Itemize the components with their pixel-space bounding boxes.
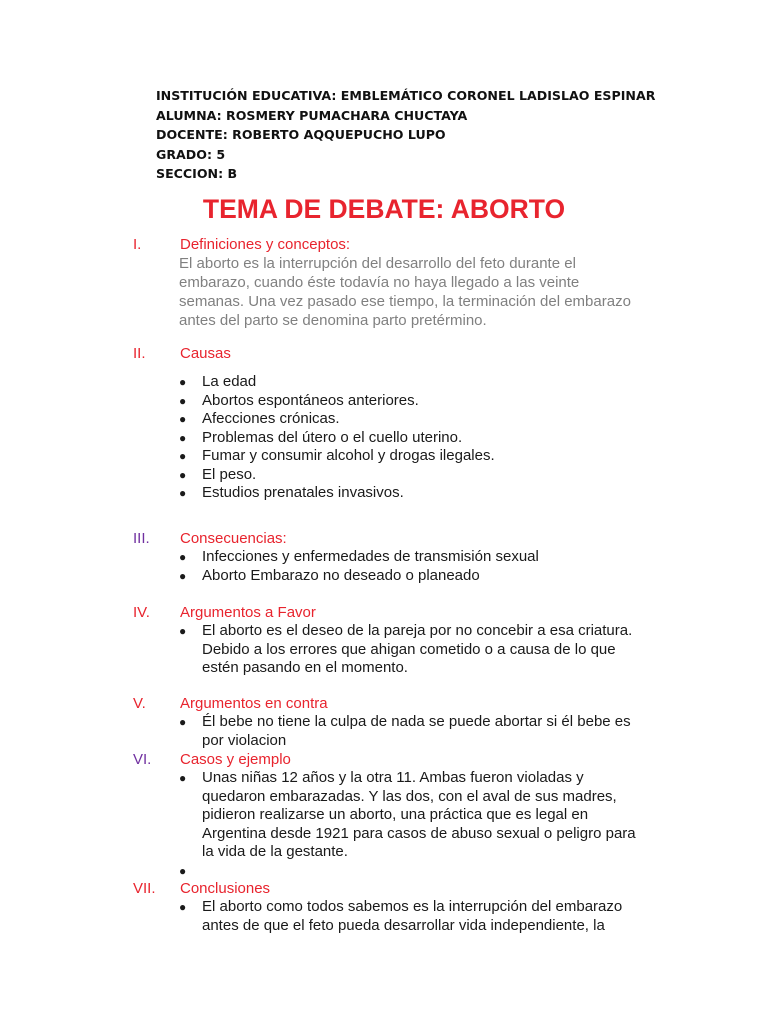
- paragraph-line: antes del parto se denomina parto pretérmino.: [179, 312, 487, 329]
- section-title: Casos y ejemplo: [180, 751, 291, 768]
- bullet-icon: ●: [179, 624, 187, 638]
- bullet-icon: ●: [179, 486, 187, 500]
- section-argumentos-favor: [0, 603, 768, 676]
- section-heading: [0, 694, 768, 713]
- section-causas: [0, 344, 768, 501]
- list-item: ● Afecciones crónicas.: [179, 410, 340, 427]
- section-heading: [0, 529, 768, 548]
- definition-paragraph: [179, 254, 659, 330]
- section-heading: [0, 879, 768, 898]
- bullet-icon: ●: [179, 393, 187, 408]
- section-title: Argumentos a Favor: [180, 604, 316, 621]
- section-definiciones: [0, 235, 768, 329]
- list-item: ● Unas niñas 12 años y la otra 11. Ambas fueron violadas y quedaron embarazadas. Y las dos, con el aval de sus madres, pidieron realizarse un aborto, una práctica que es legal en Argentina desde 1921 para casos de abuso sexual o peligro para la vida de la gestante.: [179, 769, 636, 860]
- section-numeral: VII.: [133, 880, 156, 897]
- paragraph-line: El aborto es la interrupción del desarrollo del feto durante el: [179, 255, 576, 272]
- section-title: Consecuencias:: [180, 530, 287, 547]
- section-title: Causas: [180, 345, 231, 362]
- section-heading: [0, 235, 768, 254]
- list-item: ● La edad: [179, 373, 257, 390]
- consequences-list: [0, 548, 768, 585]
- list-item: ● Él bebe no tiene la culpa de nada se puede abortar si él bebe es por violacion: [179, 713, 631, 749]
- section-heading: [0, 344, 768, 363]
- bullet-icon: ●: [179, 715, 187, 729]
- section-argumentos-contra: [0, 694, 768, 749]
- list-item: ● Aborto Embarazo no deseado o planeado: [179, 566, 480, 584]
- list-item: ● Problemas del útero o el cuello uterino.: [179, 428, 463, 446]
- section-heading: [0, 750, 768, 769]
- list-item: ● Infecciones y enfermedades de transmisión sexual: [179, 548, 539, 565]
- arguments-against-list: [0, 713, 768, 750]
- teacher-line: DOCENTE: ROBERTO AQQUEPUCHO LUPO: [156, 127, 446, 142]
- conclusions-list: [0, 898, 768, 935]
- grade-line: GRADO: 5: [156, 146, 226, 162]
- section-title: Argumentos en contra: [180, 695, 328, 712]
- paragraph-line: embarazo, cuando éste todavía no haya llegado a las veinte: [179, 274, 580, 291]
- section-numeral: VI.: [133, 751, 152, 768]
- bullet-icon: ●: [179, 412, 187, 426]
- bullet-icon: ●: [179, 900, 187, 914]
- student-line: ALUMNA: ROSMERY PUMACHARA CHUCTAYA: [156, 107, 468, 123]
- list-item: ● El peso.: [179, 465, 257, 483]
- paragraph-line: semanas. Una vez pasado ese tiempo, la terminación del embarazo: [179, 293, 631, 310]
- section-heading: [0, 603, 768, 622]
- list-item: ● El aborto como todos sabemos es la interrupción del embarazo antes de que el feto pueda desarrollar vida independiente, la: [179, 898, 623, 934]
- section-numeral: IV.: [133, 604, 150, 621]
- bullet-icon: ●: [179, 375, 187, 389]
- section-title: Conclusiones: [180, 880, 271, 897]
- section-casos: [0, 750, 768, 878]
- section-line: SECCION: B: [156, 166, 238, 181]
- causes-list: [0, 373, 768, 503]
- page-title: TEMA DE DEBATE: ABORTO: [202, 194, 566, 224]
- bullet-icon: ●: [179, 449, 187, 463]
- list-item: ● Estudios prenatales invasivos.: [179, 484, 404, 501]
- document-header: [156, 86, 655, 184]
- section-numeral: II.: [133, 345, 146, 362]
- list-item: ● Abortos espontáneos anteriores.: [179, 391, 419, 409]
- bullet-icon: ●: [179, 467, 187, 482]
- arguments-for-list: [0, 622, 768, 678]
- bullet-icon: ●: [179, 550, 187, 564]
- section-conclusiones: [0, 879, 768, 934]
- section-numeral: I.: [133, 236, 142, 253]
- list-item: ● Fumar y consumir alcohol y drogas ilegales.: [179, 447, 495, 464]
- cases-list: [0, 769, 768, 880]
- section-consecuencias: [0, 529, 768, 584]
- bullet-icon: ●: [179, 771, 187, 785]
- list-item: ● El aborto es el deseo de la pareja por no concebir a esa criatura. Debido a los errores que ahigan cometido o a causa de lo que estén pasando en el momento.: [179, 622, 633, 676]
- bullet-icon: ●: [179, 568, 187, 583]
- section-title: Definiciones y conceptos:: [180, 236, 351, 253]
- section-numeral: V.: [133, 695, 146, 712]
- list-item: [0, 862, 662, 881]
- bullet-icon: ●: [179, 430, 187, 445]
- institution-line: INSTITUCIÓN EDUCATIVA: EMBLEMÁTICO CORONEL LADISLAO ESPINAR: [156, 88, 656, 103]
- bullet-icon: ●: [179, 863, 187, 878]
- section-numeral: III.: [133, 530, 150, 547]
